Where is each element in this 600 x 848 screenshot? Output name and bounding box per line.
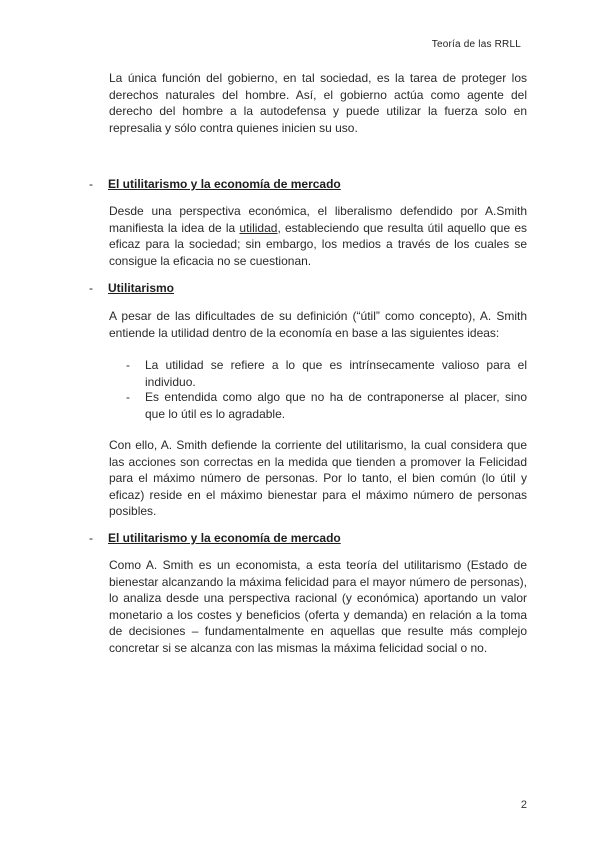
bullet-text: Es entendida como algo que no ha de contraponerse al placer, sino que lo útil es lo agradable. bbox=[145, 390, 527, 421]
heading-dash: - bbox=[89, 177, 93, 191]
heading-title: El utilitarismo y la economía de mercado bbox=[108, 531, 341, 545]
heading-title: El utilitarismo y la economía de mercado bbox=[108, 177, 341, 191]
bullet-dash: - bbox=[126, 390, 130, 404]
heading-dash: - bbox=[89, 531, 93, 545]
utilidad-underlined-term: utilidad bbox=[239, 220, 278, 235]
bullet-item bbox=[126, 357, 527, 390]
paragraph-text: , estableciendo que resulta útil aquello que es eficaz para la sociedad; sin embargo, los medios a través de los cuales se consigue la eficacia no se cuestionan. bbox=[109, 220, 527, 268]
paragraph-text: Desde una perspectiva económica, el liberalismo defendido por A.Smith manifiesta la idea de la bbox=[109, 204, 527, 235]
bullet-dash: - bbox=[126, 358, 130, 372]
section2-paragraph-2: Con ello, A. Smith defiende la corriente del utilitarismo, la cual considera que las acciones son correctas en la medida que tienden a promover la Felicidad para el máximo número de personas. Por lo tanto, el bien común (lo útil y eficaz) reside en el máximo bienestar para el máximo número de personas posibles. bbox=[109, 438, 527, 519]
running-header: Teoría de las RRLL bbox=[431, 39, 521, 50]
section2-paragraph: A pesar de las dificultades de su definición (“útil” como concepto), A. Smith entiende la utilidad dentro de la economía en base a las siguientes ideas: bbox=[109, 309, 527, 340]
section-heading-market-2 bbox=[89, 531, 341, 545]
bullet-text: La utilidad se refiere a lo que es intrínsecamente valioso para el individuo. bbox=[145, 358, 527, 389]
page-number: 2 bbox=[520, 799, 527, 811]
heading-title: Utilitarismo bbox=[108, 281, 175, 295]
section1-paragraph bbox=[109, 203, 527, 269]
section3-paragraph: Como A. Smith es un economista, a esta teoría del utilitarismo (Estado de bienestar alcanzando la máxima felicidad para el mayor número de personas), lo analiza desde una perspectiva racional (y económica) aportando un valor monetario a los costes y beneficios (oferta y demanda) en relación a la toma de decisiones – fundamentalmente en aquellas que resulte más complejo concretar si se alcanza con las mismas la máxima felicidad social o no. bbox=[109, 558, 527, 655]
bullet-item bbox=[126, 389, 527, 422]
section-heading-utilitarismo bbox=[89, 281, 174, 295]
section-heading-market-1 bbox=[89, 177, 341, 191]
intro-paragraph: La única función del gobierno, en tal sociedad, es la tarea de proteger los derechos naturales del hombre. Así, el gobierno actúa como agente del derecho del hombre a la autodefensa y puede utilizar la fuerza solo en represalia y sólo contra quienes inicien su uso. bbox=[109, 71, 527, 135]
heading-dash: - bbox=[89, 281, 93, 295]
